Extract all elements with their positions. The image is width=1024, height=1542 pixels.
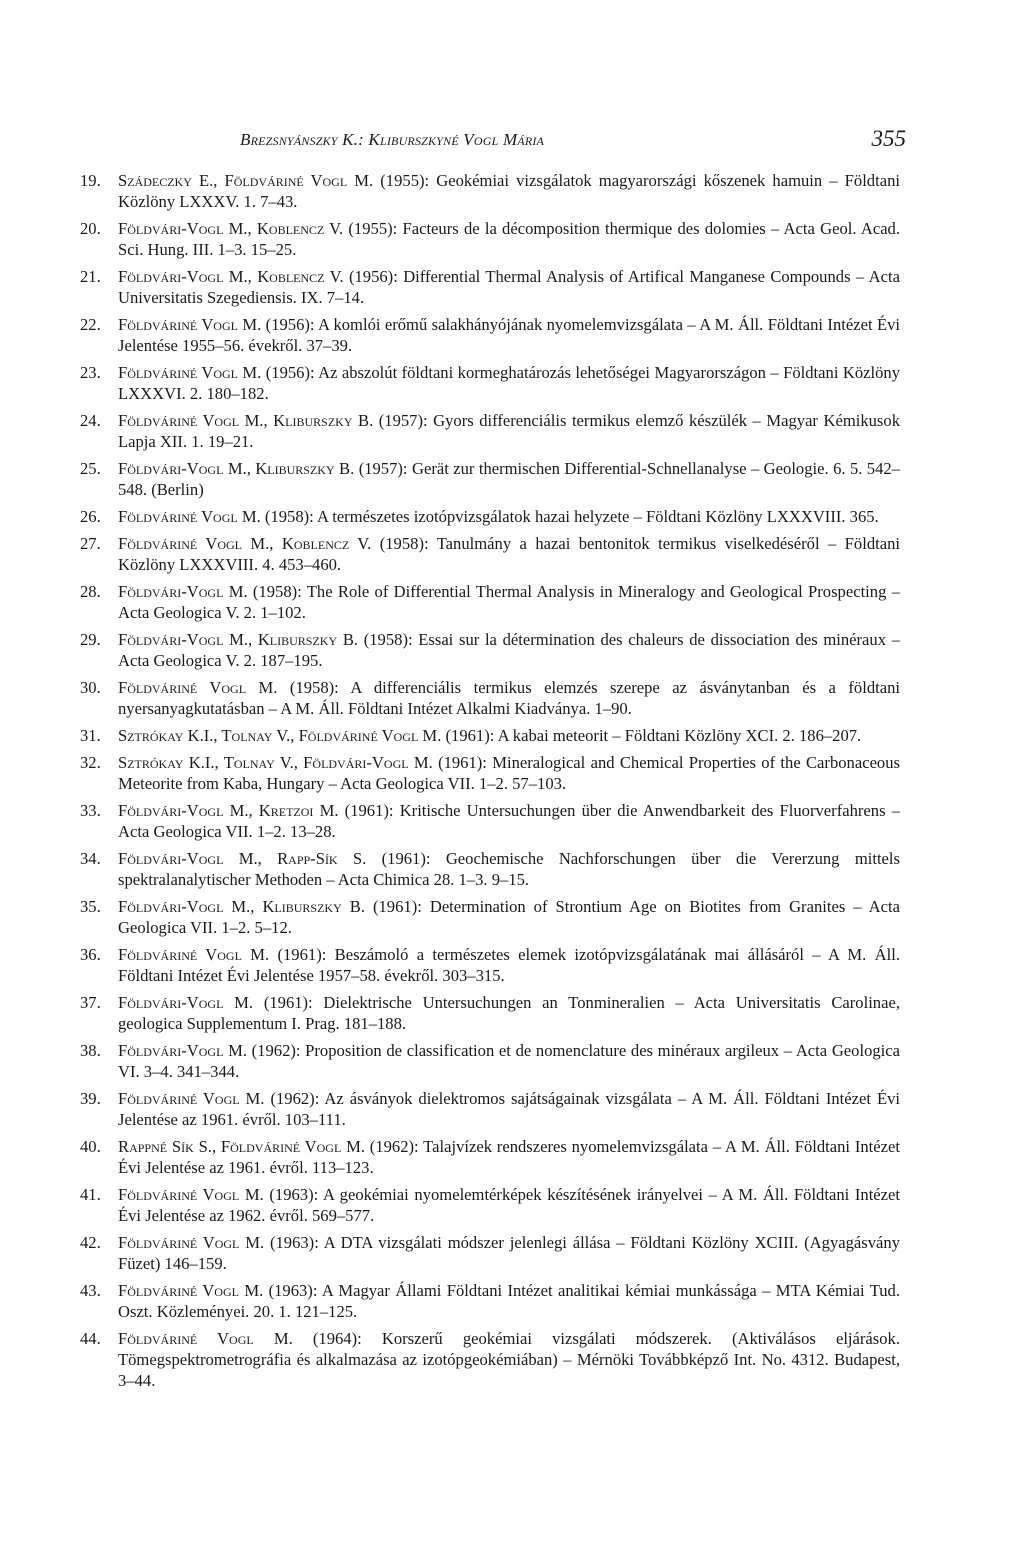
reference-number: 39. xyxy=(80,1089,101,1108)
reference-item xyxy=(80,1328,900,1391)
reference-number: 36. xyxy=(80,945,101,964)
reference-authors: Földvári-Vogl M., Kliburszky B. xyxy=(118,630,359,649)
reference-text: (1961): Geochemische Nachforschungen über die Vererzung mittels spektralanalytischer Methoden – Acta Chimica 28. 1–3. 9–15. xyxy=(118,849,900,889)
reference-number: 29. xyxy=(80,630,101,649)
reference-number: 42. xyxy=(80,1233,101,1252)
reference-authors: Földvári-Vogl M., Kliburszky B. xyxy=(118,897,365,916)
reference-number: 35. xyxy=(80,897,101,916)
reference-list xyxy=(80,170,900,1397)
reference-authors: Földvári-Vogl M., Kretzoi M. xyxy=(118,801,339,820)
reference-item xyxy=(80,170,900,212)
reference-text: (1963): A DTA vizsgálati módszer jelenlegi állása – Földtani Közlöny XCIII. (Agyagásvány Füzet) 146–159. xyxy=(118,1233,900,1273)
reference-item xyxy=(80,800,900,842)
reference-item xyxy=(80,677,900,719)
reference-number: 38. xyxy=(80,1041,101,1060)
reference-item xyxy=(80,725,900,746)
reference-authors: Földváriné Vogl M., Koblencz V. xyxy=(118,534,372,553)
reference-authors: Szádeczky E., Földváriné Vogl M. xyxy=(118,171,374,190)
reference-number: 21. xyxy=(80,267,101,286)
reference-text: (1958): Essai sur la détermination des chaleurs de dissociation des minéraux – Acta Geologica V. 2. 187–195. xyxy=(118,630,900,670)
reference-authors: Földváriné Vogl M. xyxy=(118,1185,264,1204)
reference-text: (1961): Determination of Strontium Age on Biotites from Granites – Acta Geologica VII. 1–2. 5–12. xyxy=(118,897,900,937)
reference-authors: Földváriné Vogl M., Kliburszky B. xyxy=(118,411,374,430)
reference-authors: Földváriné Vogl M. xyxy=(118,315,262,334)
reference-text: (1956): Differential Thermal Analysis of Artifical Manganese Compounds – Acta Universitatis Szegediensis. IX. 7–14. xyxy=(118,267,900,307)
reference-authors: Földváriné Vogl M. xyxy=(118,1233,265,1252)
reference-item xyxy=(80,533,900,575)
reference-authors: Földvári-Vogl M., Kliburszky B. xyxy=(118,459,355,478)
reference-item xyxy=(80,1136,900,1178)
reference-authors: Földváriné Vogl M. xyxy=(118,1089,265,1108)
reference-item xyxy=(80,1088,900,1130)
reference-number: 26. xyxy=(80,507,101,526)
reference-number: 27. xyxy=(80,534,101,553)
reference-text: (1961): Mineralogical and Chemical Properties of the Carbonaceous Meteorite from Kaba, Hungary – Acta Geologica VII. 1–2. 57–103. xyxy=(118,753,900,793)
reference-item xyxy=(80,944,900,986)
reference-item xyxy=(80,314,900,356)
reference-text: (1961): A kabai meteorit – Földtani Közlöny XCI. 2. 186–207. xyxy=(441,726,862,745)
reference-number: 28. xyxy=(80,582,101,601)
reference-number: 31. xyxy=(80,726,101,745)
reference-number: 32. xyxy=(80,753,101,772)
reference-item xyxy=(80,581,900,623)
reference-number: 23. xyxy=(80,363,101,382)
reference-number: 41. xyxy=(80,1185,101,1204)
reference-item xyxy=(80,629,900,671)
reference-item xyxy=(80,458,900,500)
reference-text: (1955): Facteurs de la décomposition thermique des dolomies – Acta Geol. Acad. Sci. Hung. III. 1–3. 15–25. xyxy=(118,219,900,259)
reference-number: 22. xyxy=(80,315,101,334)
reference-item xyxy=(80,1040,900,1082)
reference-text: (1956): A komlói erőmű salakhányójának nyomelemvizsgálata – A M. Áll. Földtani Intézet Évi Jelentése 1955–56. évekről. 37–39. xyxy=(118,315,901,355)
reference-text: (1958): A differenciális termikus elemzés szerepe az ásványtanban és a földtani nyersanyagkutatásban – A M. Áll. Földtani Intézet Alkalmi Kiadványa. 1–90. xyxy=(118,678,901,718)
reference-number: 37. xyxy=(80,993,101,1012)
running-head: Brezsnyánszky K.: Kliburszkyné Vogl Mária xyxy=(240,130,545,149)
reference-text: (1961): Beszámoló a természetes elemek izotópvizsgálatának mai állásáról – A M. Áll. Földtani Intézet Évi Jelentése 1957–58. évekről. 303–315. xyxy=(118,945,900,985)
reference-number: 43. xyxy=(80,1281,101,1300)
reference-text: (1963): A Magyar Állami Földtani Intézet analitikai kémiai munkássága – MTA Kémiai Tud. Oszt. Közleményei. 20. 1. 121–125. xyxy=(118,1281,900,1321)
reference-authors: Földvári-Vogl M. xyxy=(118,1041,247,1060)
reference-number: 20. xyxy=(80,219,101,238)
reference-text: (1958): Tanulmány a hazai bentonitok termikus viselkedéséről – Földtani Közlöny LXXXVIII. 4. 453–460. xyxy=(118,534,901,574)
reference-text: (1964): Korszerű geokémiai vizsgálati módszerek. (Aktiválásos eljárások. Tömegspektrometrográfia és alkalmazása az izotópgeokémiában) – Mérnöki Továbbképző Int. No. 4312. Budapest, 3–44. xyxy=(118,1329,901,1390)
reference-number: 34. xyxy=(80,849,101,868)
reference-text: (1963): A geokémiai nyomelemtérképek készítésének irányelvei – A M. Áll. Földtani Intézet Évi Jelentése az 1962. évről. 569–577. xyxy=(118,1185,901,1225)
reference-text: (1958): The Role of Differential Thermal Analysis in Mineralogy and Geological Prospecting – Acta Geologica V. 2. 1–102. xyxy=(118,582,900,622)
reference-authors: Földváriné Vogl M. xyxy=(118,1281,264,1300)
reference-item xyxy=(80,848,900,890)
reference-item xyxy=(80,1280,900,1322)
reference-authors: Sztrókay K.I., Tolnay V., Földvári-Vogl M. xyxy=(118,753,433,772)
reference-authors: Földváriné Vogl M. xyxy=(118,1329,293,1348)
reference-text: (1962): Talajvízek rendszeres nyomelemvizsgálata – A M. Áll. Földtani Intézet Évi Jelentése az 1961. évről. 113–123. xyxy=(118,1137,900,1177)
reference-number: 25. xyxy=(80,459,101,478)
reference-text: (1962): Proposition de classification et de nomenclature des minéraux argileux – Acta Geologica VI. 3–4. 341–344. xyxy=(118,1041,901,1081)
reference-authors: Sztrókay K.I., Tolnay V., Földváriné Vogl M. xyxy=(118,726,442,745)
reference-item xyxy=(80,506,900,527)
reference-authors: Földvári-Vogl M. xyxy=(118,993,254,1012)
reference-text: (1962): Az ásványok dielektromos sajátságainak vizsgálata – A M. Áll. Földtani Intézet Évi Jelentése az 1961. évről. 103–111. xyxy=(118,1089,901,1129)
reference-number: 30. xyxy=(80,678,101,697)
reference-number: 33. xyxy=(80,801,101,820)
page-number: 355 xyxy=(871,126,906,151)
reference-authors: Földváriné Vogl M. xyxy=(118,507,261,526)
reference-item xyxy=(80,752,900,794)
reference-authors: Földvári-Vogl M., Koblencz V. xyxy=(118,267,344,286)
reference-text: (1957): Gerät zur thermischen Differential-Schnellanalyse – Geologie. 6. 5. 542–548. (Berlin) xyxy=(118,459,900,499)
reference-item xyxy=(80,896,900,938)
reference-authors: Földvári-Vogl M., Rapp-Sík S. xyxy=(118,849,367,868)
reference-authors: Földváriné Vogl M. xyxy=(118,678,278,697)
reference-text: (1957): Gyors differenciális termikus elemző készülék – Magyar Kémikusok Lapja XII. 1. 19–21. xyxy=(118,411,900,451)
reference-text: (1958): A természetes izotópvizsgálatok hazai helyzete – Földtani Közlöny LXXXVIII. 365. xyxy=(260,507,879,526)
reference-item xyxy=(80,1184,900,1226)
reference-number: 19. xyxy=(80,171,101,190)
reference-item xyxy=(80,266,900,308)
reference-item xyxy=(80,362,900,404)
reference-text: (1956): Az abszolút földtani kormeghatározás lehetőségei Magyarországon – Földtani Közlöny LXXXVI. 2. 180–182. xyxy=(118,363,901,403)
reference-number: 40. xyxy=(80,1137,101,1156)
reference-authors: Földváriné Vogl M. xyxy=(118,363,262,382)
reference-authors: Rappné Sík S., Földváriné Vogl M. xyxy=(118,1137,365,1156)
reference-text: (1955): Geokémiai vizsgálatok magyarországi kőszenek hamuin – Földtani Közlöny LXXXV. 1. 7–43. xyxy=(118,171,900,211)
reference-text: (1961): Kritische Untersuchungen über die Anwendbarkeit des Fluorverfahrens – Acta Geologica VII. 1–2. 13–28. xyxy=(118,801,900,841)
page-header xyxy=(116,128,906,158)
reference-authors: Földvári-Vogl M. xyxy=(118,582,248,601)
reference-item xyxy=(80,1232,900,1274)
reference-authors: Földvári-Vogl M., Koblencz V. xyxy=(118,219,344,238)
reference-item xyxy=(80,992,900,1034)
reference-item xyxy=(80,410,900,452)
reference-text: (1961): Dielektrische Untersuchungen an Tonmineralien – Acta Universitatis Carolinae, geologica Supplementum I. Prag. 181–188. xyxy=(118,993,900,1033)
reference-number: 44. xyxy=(80,1329,101,1348)
reference-authors: Földváriné Vogl M. xyxy=(118,945,270,964)
reference-item xyxy=(80,218,900,260)
reference-number: 24. xyxy=(80,411,101,430)
